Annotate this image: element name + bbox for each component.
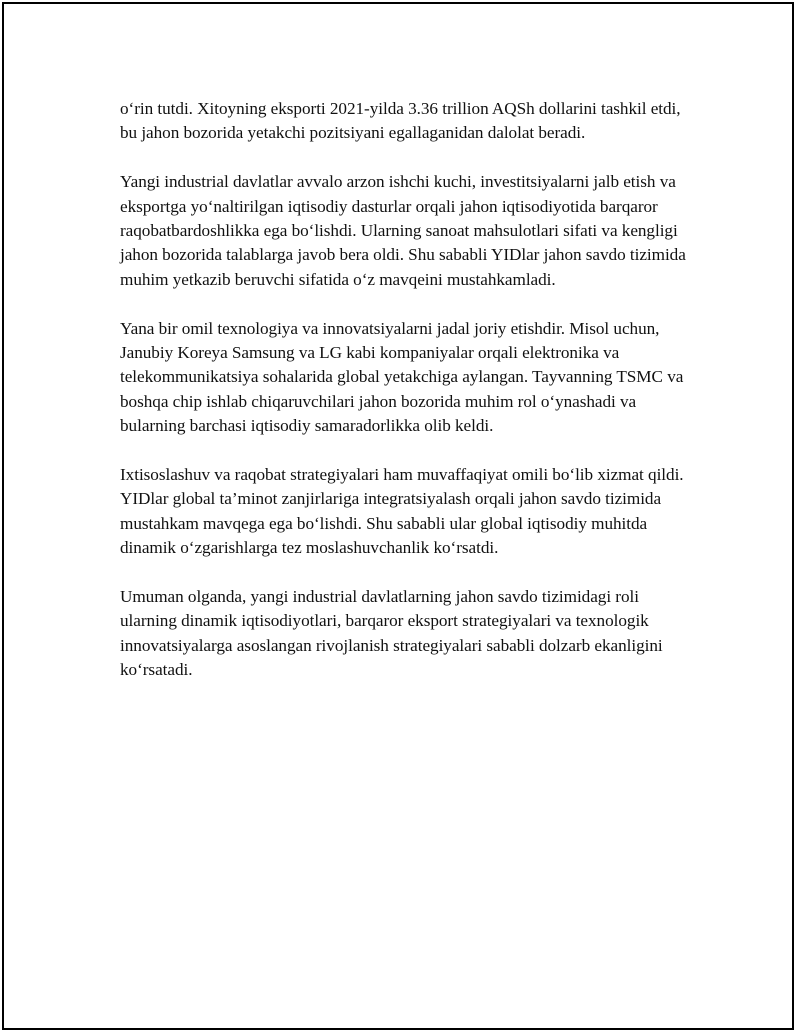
paragraph-5: Umuman olganda, yangi industrial davlatlarning jahon savdo tizimidagi roli ularning dinamik iqtisodiyotlari, barqaror eksport strategiyalari va texnologik innovatsiyalarga asoslangan rivojlanish strategiyalari sababli dolzarb ekanligini ko‘rsatadi. <box>120 587 663 680</box>
paragraph-4: Ixtisoslashuv va raqobat strategiyalari ham muvaffaqiyat omili bo‘lib xizmat qildi. YIDlar global ta’minot zanjirlariga integratsiyalash orqali jahon savdo tizimida mustahkam mavqega ega bo‘lishdi. Shu sababli ular global iqtisodiy muhitda dinamik o‘zgarishlarga tez moslashuvchanlik ko‘rsatdi. <box>120 465 684 558</box>
paragraph-1: o‘rin tutdi. Xitoyning eksporti 2021-yilda 3.36 trillion AQSh dollarini tashkil etdi, bu jahon bozorida yetakchi pozitsiyani egallaganidan dalolat beradi. <box>120 99 681 143</box>
paragraph-3: Yana bir omil texnologiya va innovatsiyalarni jadal joriy etishdir. Misol uchun, Janubiy Koreya Samsung va LG kabi kompaniyalar orqali elektronika va telekommunikatsiya sohalarida global yetakchiga aylangan. Tayvanning TSMC va boshqa chip ishlab chiqaruvchilari jahon bozorida muhim rol o‘ynashadi va bularning barchasi iqtisodiy samaradorlikka olib keldi. <box>120 318 684 436</box>
page-frame <box>2 2 794 1030</box>
paragraph-2: Yangi industrial davlatlar avvalo arzon ishchi kuchi, investitsiyalarni jalb etish va eksportga yo‘naltirilgan iqtisodiy dasturlar orqali jahon iqtisodiyotida barqaror raqobatbardoshlikka ega bo‘lishdi. Ularning sanoat mahsulotlari sifati va kengligi jahon bozorida talablarga javob bera oldi. Shu sababli YIDlar jahon savdo tizimida muhim yetkazib beruvchi sifatida o‘z mavqeini mustahkamladi. <box>120 172 686 289</box>
document-body <box>120 97 700 707</box>
